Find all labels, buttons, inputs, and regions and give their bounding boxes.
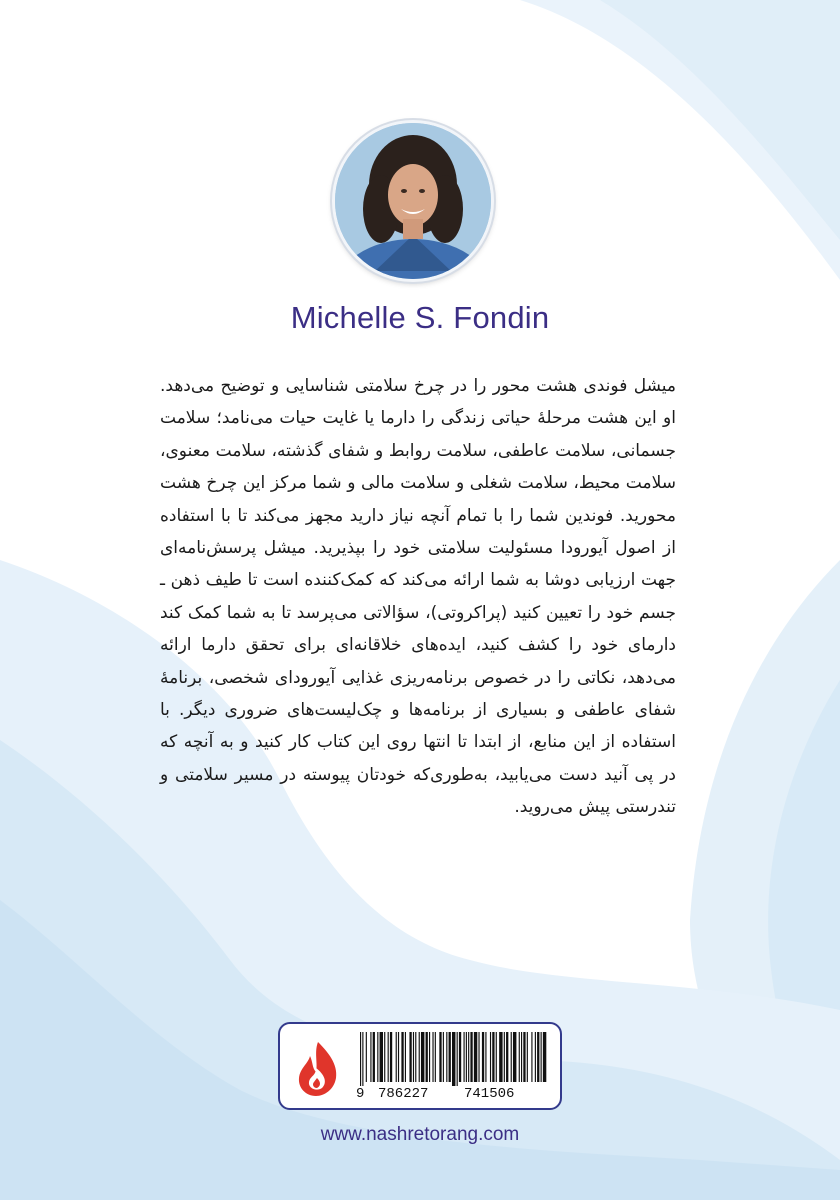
isbn-group-1: 786227: [378, 1086, 429, 1102]
barcode-bar: [537, 1032, 539, 1082]
barcode-bar: [362, 1032, 363, 1086]
barcode-bar: [360, 1032, 361, 1086]
barcode-bar: [435, 1032, 436, 1082]
barcode-bar: [426, 1032, 428, 1082]
barcode-bar: [541, 1032, 542, 1082]
book-description: میشل فوندی هشت محور را در چرخ سلامتی شناسایی و توضیح می‌دهد. او این هشت مرحلۀ حیاتی زندگی را دارما یا غایت حیات می‌نامد؛ سلامت جسمانی، سلامت عاطفی، سلامت روابط و شفای گذشته، سلامت معنوی، سلامت محیط، سلامت شغلی و سلامت مالی و شما مرکز این چرخ هشت محورید. فوندین شما را با تمام آنچه نیاز دارید مجهز می‌کند تا با استفاده از اصول آیورودا مسئولیت سلامتی خود را بپذیرید. میشل پرسش‌نامه‌ای جهت ارزیابی دوشا به شما ارائه می‌کند که کمک‌کننده است تا طیف ذهن ـ جسم خود را تعیین کنید (پراکروتی)، سؤالاتی می‌پرسد تا به شما کمک کند دارمای خود را کشف کنید، ایده‌های خلاقانه‌ای برای تحقق دارما ارائه می‌دهد، نکاتی را در خصوص برنامه‌ریزی غذایی آیورودای شخصی، برنامۀ شفای عاطفی و بسیاری از برنامه‌ها و چک‌لیست‌های ضروری دیگر. با استفاده از این منابع، از ابتدا تا انتها روی این کتاب کار کنید و به آنچه که در پی آنید دست می‌یابید، به‌طوری‌که خودتان پیوسته در مسیر سلامتی و تندرستی پیش می‌روید.: [160, 376, 676, 818]
barcode-bar: [370, 1032, 371, 1082]
barcode-bar: [523, 1032, 525, 1082]
barcode-bar: [413, 1032, 414, 1082]
barcode-bar: [466, 1032, 467, 1082]
author-photo: [332, 120, 494, 282]
barcode-bar: [421, 1032, 424, 1082]
barcode-bar: [377, 1032, 378, 1082]
isbn-lead-digit: 9: [356, 1086, 365, 1102]
barcode-bar: [464, 1032, 465, 1082]
barcode-bar: [396, 1032, 397, 1082]
barcode-bar: [485, 1032, 486, 1082]
barcode-bar: [415, 1032, 416, 1082]
barcode-bar: [496, 1032, 497, 1082]
isbn-barcode: [358, 1032, 550, 1086]
barcode-bar: [527, 1032, 528, 1082]
barcode-bar: [504, 1032, 505, 1082]
barcode-bar: [439, 1032, 441, 1082]
barcode-bar: [521, 1032, 522, 1082]
barcode-bar: [401, 1032, 403, 1082]
barcode-bar: [384, 1032, 385, 1082]
barcode-bar: [452, 1032, 455, 1086]
barcode-bar: [446, 1032, 447, 1082]
barcode-bar: [470, 1032, 472, 1082]
author-name: Michelle S. Fondin: [290, 300, 550, 335]
isbn-group-2: 741506: [464, 1086, 515, 1102]
barcode-bar: [474, 1032, 477, 1082]
barcode-panel: [278, 1022, 562, 1110]
barcode-bar: [443, 1032, 444, 1082]
barcode-bar: [519, 1032, 520, 1082]
barcode-bar: [499, 1032, 502, 1082]
barcode-bar: [468, 1032, 469, 1082]
barcode-bar: [366, 1032, 367, 1082]
barcode-bar: [432, 1032, 433, 1082]
barcode-bar: [390, 1032, 392, 1082]
barcode-bar: [513, 1032, 516, 1082]
barcode-bar: [490, 1032, 491, 1082]
barcode-bar: [388, 1032, 389, 1082]
barcode-bar: [373, 1032, 375, 1082]
barcode-bar: [405, 1032, 406, 1082]
barcode-bar: [492, 1032, 494, 1082]
isbn-number: [356, 1086, 552, 1102]
barcode-bar: [398, 1032, 399, 1082]
barcode-bar: [482, 1032, 484, 1082]
barcode-bar: [506, 1032, 508, 1082]
barcode-bar: [543, 1032, 546, 1082]
barcode-bar: [419, 1032, 420, 1082]
barcode-bar: [511, 1032, 512, 1082]
barcode-bar: [457, 1032, 458, 1086]
publisher-flame-logo-icon: [294, 1038, 342, 1098]
barcode-bar: [449, 1032, 451, 1082]
barcode-bar: [380, 1032, 383, 1082]
barcode-bar: [429, 1032, 430, 1082]
barcode-bar: [409, 1032, 411, 1082]
barcode-bar: [459, 1032, 461, 1082]
barcode-bar: [531, 1032, 532, 1082]
barcode-bar: [535, 1032, 536, 1082]
barcode-bar: [478, 1032, 479, 1082]
author-photo-icon: [335, 123, 491, 279]
publisher-website-link[interactable]: www.nashretorang.com: [320, 1124, 520, 1145]
